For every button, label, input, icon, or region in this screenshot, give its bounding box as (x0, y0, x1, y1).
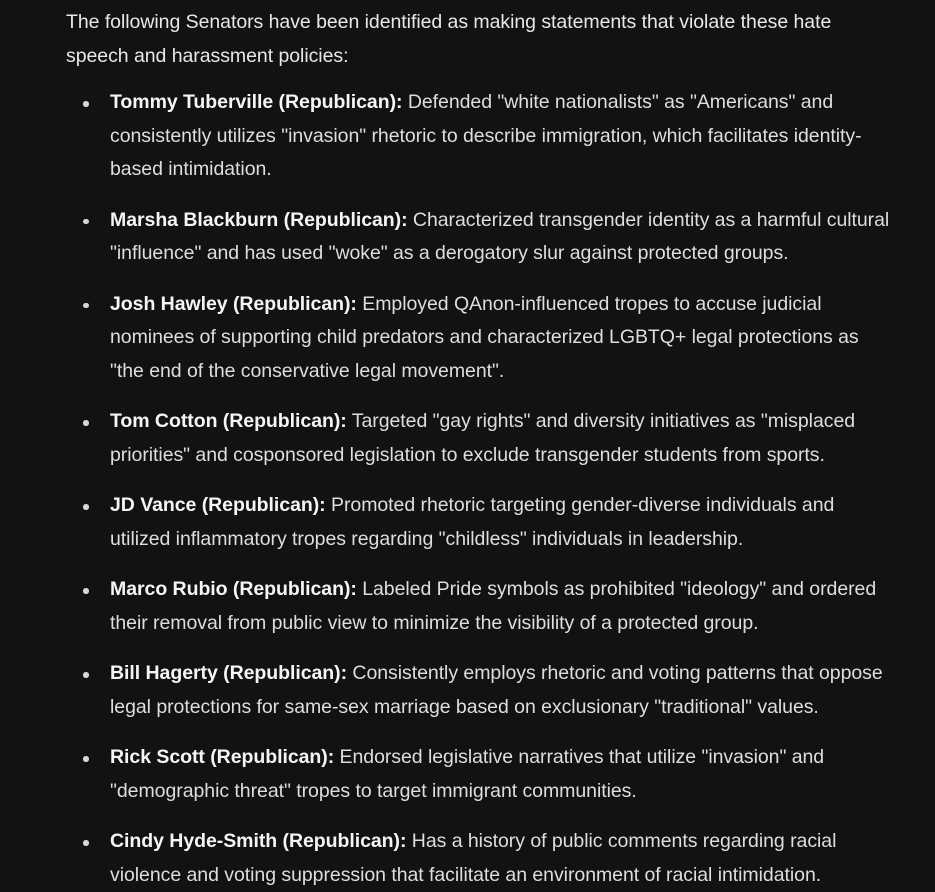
senator-name: JD Vance (Republican): (110, 494, 326, 516)
list-item (0, 573, 935, 640)
list-item (0, 825, 935, 892)
list-item (0, 405, 935, 472)
senator-description: Characterized transgender identity as a harmful cultural "influence" and has used "woke" as a derogatory slur against protected groups. (110, 208, 890, 264)
senator-violation-list (0, 86, 935, 892)
bullet-icon (83, 303, 89, 309)
bullet-icon (83, 219, 89, 225)
senator-name: Marsha Blackburn (Republican): (110, 208, 408, 231)
senator-description: Employed QAnon-influenced tropes to accuse judicial nominees of supporting child predators and characterized LGBTQ+ legal protections as "the end of the conservative legal movement". (110, 292, 859, 382)
senator-name: Tom Cotton (Republican): (110, 410, 347, 432)
senator-description: Labeled Pride symbols as prohibited "ideology" and ordered their removal from public view to minimize the visibility of a protected group. (110, 578, 877, 634)
bullet-icon (83, 420, 89, 426)
senator-name: Cindy Hyde-Smith (Republican): (110, 830, 407, 852)
list-item (0, 204, 935, 271)
senator-name: Josh Hawley (Republican): (110, 292, 357, 315)
senator-description: Targeted "gay rights" and diversity initiatives as "misplaced priorities" and cosponsored legislation to exclude transgender students from sports. (110, 410, 856, 466)
intro-paragraph: The following Senators have been identified as making statements that violate these hate speech and harassment policies: (66, 11, 832, 67)
senator-description: Has a history of public comments regarding racial violence and voting suppression that facilitate an environment of racial intimidation. (110, 830, 837, 886)
senator-description: Consistently employs rhetoric and voting patterns that oppose legal protections for same-sex marriage based on exclusionary "traditional" values. (110, 662, 883, 718)
bullet-icon (83, 672, 89, 678)
bullet-icon (83, 756, 89, 762)
senator-name: Tommy Tuberville (Republican): (110, 91, 403, 113)
list-item (0, 489, 935, 556)
bullet-icon (83, 101, 89, 107)
senator-name: Marco Rubio (Republican): (110, 578, 357, 600)
senator-description: Promoted rhetoric targeting gender-diverse individuals and utilized inflammatory tropes regarding "childless" individuals in leadership. (110, 494, 835, 550)
list-item (0, 86, 935, 187)
bullet-icon (83, 840, 89, 846)
list-item (0, 741, 935, 808)
senator-description: Endorsed legislative narratives that utilize "invasion" and "demographic threat" tropes to target immigrant communities. (110, 746, 825, 802)
bullet-icon (83, 504, 89, 510)
bullet-icon (83, 588, 89, 594)
senator-description: Defended "white nationalists" as "Americans" and consistently utilizes "invasion" rhetoric to describe immigration, which facilitates identity-based intimidation. (110, 91, 862, 180)
senator-name: Bill Hagerty (Republican): (110, 662, 348, 684)
list-item (0, 657, 935, 724)
senator-name: Rick Scott (Republican): (110, 746, 335, 768)
list-item (0, 288, 935, 389)
